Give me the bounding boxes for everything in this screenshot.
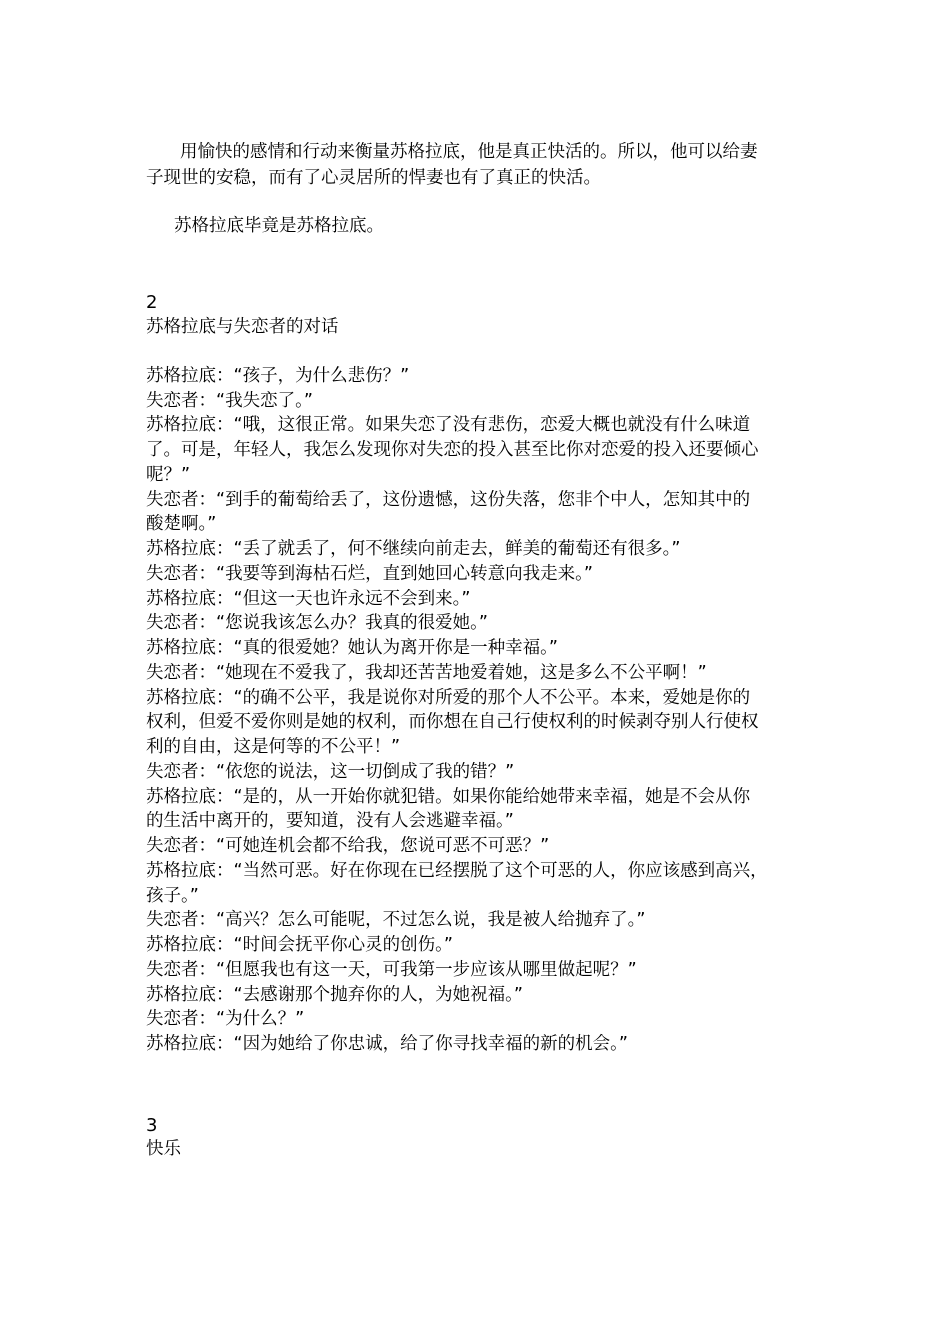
intro-closing-paragraph: 苏格拉底毕竟是苏格拉底。 [174, 216, 384, 236]
dialogue-line: 酸楚啊。” [146, 514, 217, 534]
dialogue-line: 苏格拉底：“但这一天也许永远不会到来。” [146, 589, 471, 609]
dialogue-line: 失恋者：“但愿我也有这一天，可我第一步应该从哪里做起呢？” [146, 960, 637, 980]
section-3-number: 3 [146, 1115, 158, 1136]
dialogue-line: 失恋者：“依您的说法，这一切倒成了我的错？” [146, 762, 515, 782]
section-2-title: 苏格拉底与失恋者的对话 [146, 317, 339, 337]
dialogue-line: 权利，但爱不爱你则是她的权利，而你想在自己行使权利的时候剥夺别人行使权 [146, 712, 759, 732]
dialogue-line: 苏格拉底：“当然可恶。好在你现在已经摆脱了这个可恶的人，你应该感到高兴， [146, 861, 768, 881]
dialogue-line: 呢？” [146, 465, 191, 485]
dialogue-line: 苏格拉底：“真的很爱她？她认为离开你是一种幸福。” [146, 638, 558, 658]
dialogue-line: 苏格拉底：“去感谢那个抛弃你的人，为她祝福。” [146, 985, 523, 1005]
dialogue-line: 苏格拉底：“哦，这很正常。如果失恋了没有悲伤，恋爱大概也就没有什么味道 [146, 415, 751, 435]
intro-paragraph-line-1: 用愉快的感情和行动来衡量苏格拉底，他是真正快活的。所以，他可以给妻 [180, 142, 758, 162]
dialogue-line: 的生活中离开的，要知道，没有人会逃避幸福。” [146, 811, 514, 831]
dialogue-line: 苏格拉底：“的确不公平，我是说你对所爱的那个人不公平。本来，爱她是你的 [146, 688, 751, 708]
intro-paragraph-line-2: 子现世的安稳，而有了心灵居所的悍妻也有了真正的快活。 [146, 168, 601, 188]
dialogue-line: 失恋者：“高兴？怎么可能呢，不过怎么说，我是被人给抛弃了。” [146, 910, 646, 930]
section-2-number: 2 [146, 292, 158, 313]
document-page [146, 0, 816, 1344]
dialogue-line: 苏格拉底：“孩子，为什么悲伤？” [146, 366, 410, 386]
dialogue-line: 失恋者：“我失恋了。” [146, 391, 313, 411]
dialogue-line: 了。可是，年轻人，我怎么发现你对失恋的投入甚至比你对恋爱的投入还要倾心 [146, 440, 759, 460]
section-3-title: 快乐 [146, 1139, 181, 1159]
dialogue-line: 苏格拉底：“丢了就丢了，何不继续向前走去，鲜美的葡萄还有很多。” [146, 539, 681, 559]
dialogue-line: 失恋者：“为什么？” [146, 1009, 305, 1029]
dialogue-line: 孩子。” [146, 886, 199, 906]
dialogue-line: 苏格拉底：“因为她给了你忠诚，给了你寻找幸福的新的机会。” [146, 1034, 628, 1054]
dialogue-line: 利的自由，这是何等的不公平！” [146, 737, 401, 757]
dialogue-line: 苏格拉底：“时间会抚平你心灵的创伤。” [146, 935, 453, 955]
dialogue-line: 失恋者：“她现在不爱我了，我却还苦苦地爱着她，这是多么不公平啊！” [146, 663, 707, 683]
dialogue-line: 苏格拉底：“是的，从一开始你就犯错。如果你能给她带来幸福，她是不会从你 [146, 787, 751, 807]
dialogue-line: 失恋者：“可她连机会都不给我，您说可恶不可恶？” [146, 836, 550, 856]
dialogue-line: 失恋者：“到手的葡萄给丢了，这份遗憾，这份失落，您非个中人，怎知其中的 [146, 490, 751, 510]
dialogue-line: 失恋者：“我要等到海枯石烂，直到她回心转意向我走来。” [146, 564, 593, 584]
dialogue-line: 失恋者：“您说我该怎么办？我真的很爱她。” [146, 613, 488, 633]
